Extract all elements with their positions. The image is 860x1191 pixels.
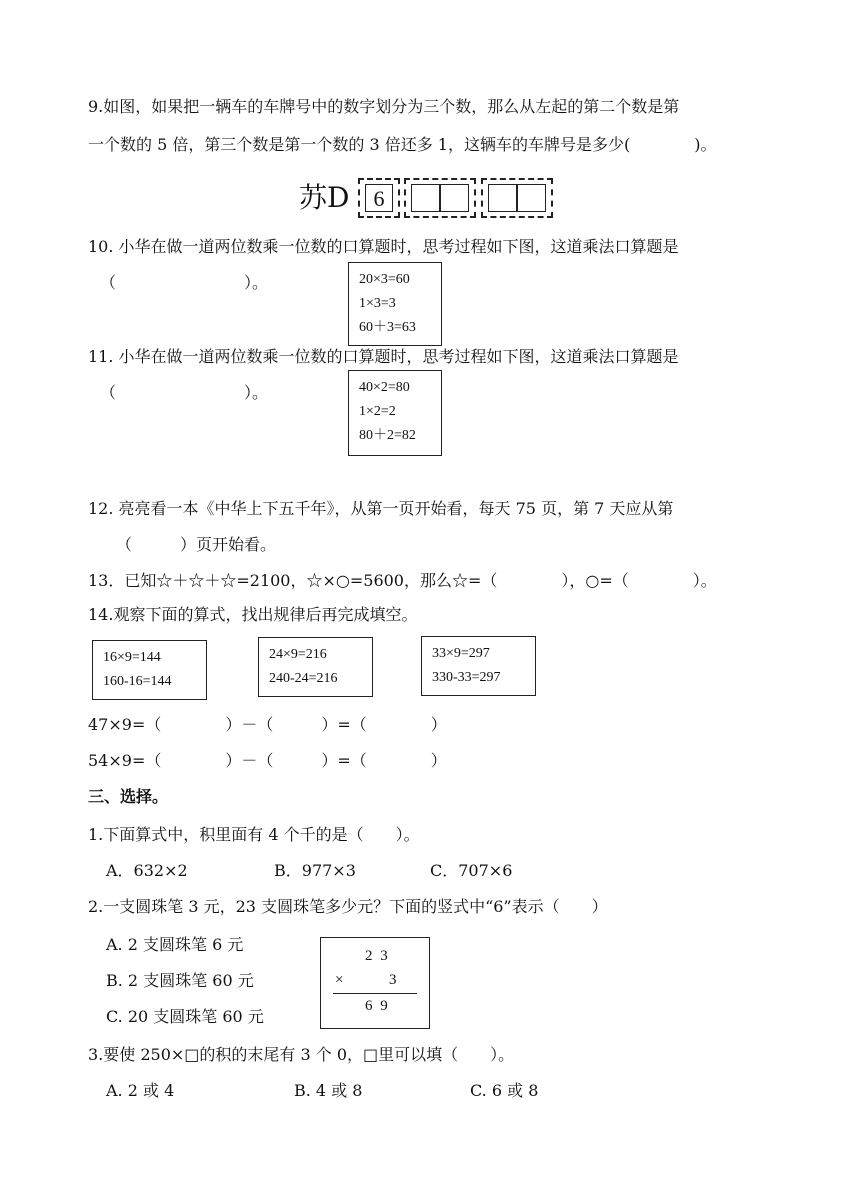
s3-q2-stem: 2.一支圆珠笔 3 元，23 支圆珠笔多少元？下面的竖式中“6”表示（ ） <box>88 897 608 916</box>
pattern-equation: 160-16=144 <box>103 674 172 689</box>
q10-step: 60＋3=63 <box>359 320 416 335</box>
q10-step: 20×3=60 <box>359 272 410 287</box>
q14-pattern-box-2 <box>258 637 373 697</box>
plate-group-2 <box>404 178 476 218</box>
vertical-multiplication <box>320 937 430 1029</box>
plate-blank-cell <box>439 184 469 212</box>
vertical-multiplier: 3 <box>389 972 397 988</box>
q10-step: 1×3=3 <box>359 296 396 311</box>
plate-group-1 <box>358 178 400 218</box>
q9-line1: 9.如图，如果把一辆车的车牌号中的数字划分为三个数，那么从左起的第二个数是第 <box>88 97 680 116</box>
q11-step: 40×2=80 <box>359 380 410 395</box>
q11-thinking-box <box>348 370 442 456</box>
q11-step: 1×2=2 <box>359 404 396 419</box>
q12-line2: （ ）页开始看。 <box>116 535 277 554</box>
s3-q2-option-b: B. 2 支圆珠笔 60 元 <box>106 971 254 990</box>
q11-line2: （ ）。 <box>100 383 269 402</box>
q14-pattern-box-1 <box>92 640 207 700</box>
pattern-equation: 330-33=297 <box>432 670 501 685</box>
q12-line1: 12. 亮亮看一本《中华上下五千年》，从第一页开始看，每天 75 页，第 7 天应从第 <box>88 499 674 518</box>
q11-line1: 11. 小华在做一道两位数乘一位数的口算题时，思考过程如下图，这道乘法口算题是 <box>88 347 679 366</box>
vertical-result: 6 9 <box>365 998 390 1014</box>
pattern-equation: 16×9=144 <box>103 650 161 665</box>
q11-step: 80＋2=82 <box>359 428 416 443</box>
s3-q1-option-b: B．977×3 <box>274 861 356 880</box>
vertical-operator: × <box>335 972 344 988</box>
s3-q3-stem: 3.要使 250×□的积的末尾有 3 个 0，□里可以填（ ）。 <box>88 1045 515 1064</box>
plate-blank-cell <box>488 184 518 212</box>
vertical-rule <box>333 993 417 994</box>
plate-blank-cell <box>516 184 546 212</box>
vertical-top-number: 2 3 <box>365 948 390 964</box>
section-heading: 三、选择。 <box>88 787 169 806</box>
q10-thinking-box <box>348 262 442 346</box>
q10-line2: （ ）。 <box>100 273 269 292</box>
s3-q3-option-a: A. 2 或 4 <box>106 1081 175 1100</box>
s3-q1-option-c: C．707×6 <box>430 861 513 880</box>
q10-line1: 10. 小华在做一道两位数乘一位数的口算题时，思考过程如下图，这道乘法口算题是 <box>88 237 679 256</box>
pattern-equation: 240-24=216 <box>269 671 338 686</box>
q14-title: 14.观察下面的算式，找出规律后再完成填空。 <box>88 605 418 624</box>
plate-prefix: 苏D <box>299 181 350 214</box>
q14-pattern-box-3 <box>421 636 536 696</box>
s3-q2-option-c: C. 20 支圆珠笔 60 元 <box>106 1007 264 1026</box>
s3-q3-option-c: C. 6 或 8 <box>470 1081 539 1100</box>
q14-fill-2: 54×9=（ ）－（ ）=（ ） <box>88 751 447 770</box>
q14-fill-1: 47×9=（ ）－（ ）=（ ） <box>88 715 447 734</box>
s3-q3-option-b: B. 4 或 8 <box>294 1081 363 1100</box>
plate-group-3 <box>481 178 553 218</box>
s3-q1-stem: 1.下面算式中，积里面有 4 个千的是（ ）。 <box>88 825 420 844</box>
s3-q1-option-a: A．632×2 <box>106 861 188 880</box>
pattern-equation: 24×9=216 <box>269 647 327 662</box>
q13-line1: 13．已知☆＋☆＋☆=2100，☆×○=5600，那么☆=（ ），○=（ ）。 <box>88 571 717 590</box>
q9-line2: 一个数的 5 倍，第三个数是第一个数的 3 倍还多 1，这辆车的车牌号是多少( )。 <box>88 135 717 154</box>
plate-digit-1: 6 <box>365 184 393 212</box>
plate-blank-cell <box>411 184 441 212</box>
s3-q2-option-a: A. 2 支圆珠笔 6 元 <box>106 935 244 954</box>
pattern-equation: 33×9=297 <box>432 646 490 661</box>
